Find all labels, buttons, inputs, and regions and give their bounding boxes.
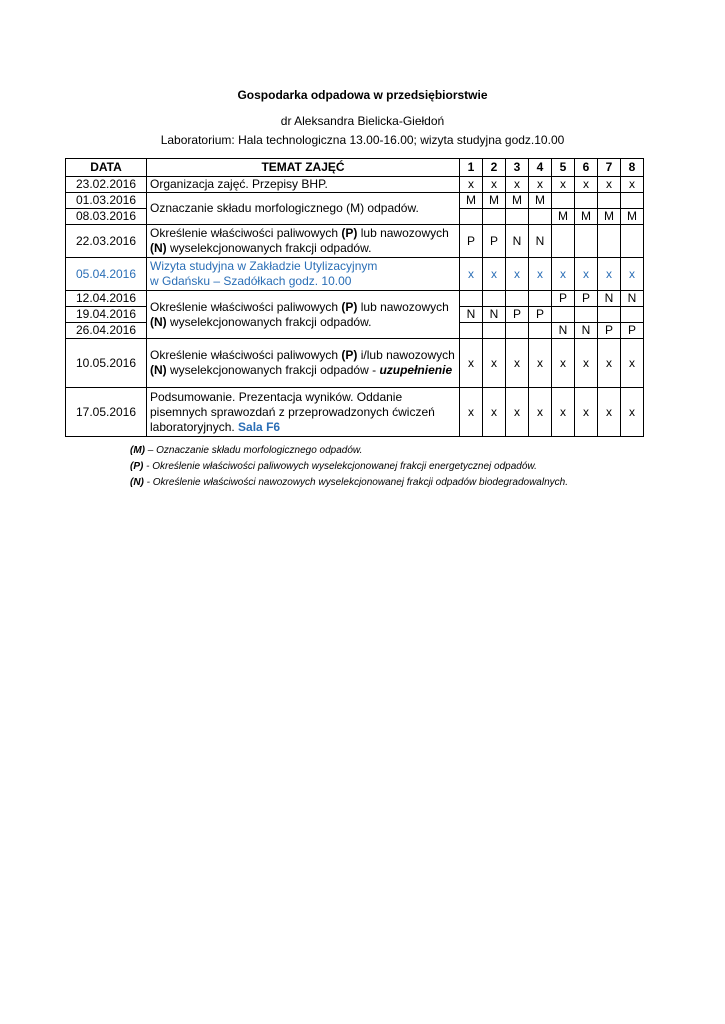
group-cell: x bbox=[621, 388, 644, 437]
group-cell: x bbox=[483, 177, 506, 193]
group-cell: x bbox=[529, 388, 552, 437]
group-cell bbox=[621, 307, 644, 323]
group-cell: P bbox=[460, 225, 483, 258]
topic-cell: Określenie właściwości paliwowych (P) lub nawozowych (N) wyselekcjonowanych frakcji odpadów. bbox=[147, 225, 460, 258]
group-cell: x bbox=[483, 258, 506, 291]
group-cell bbox=[552, 307, 575, 323]
header-date: DATA bbox=[66, 159, 147, 177]
topic-cell: Podsumowanie. Prezentacja wyników. Oddanie pisemnych sprawozdań z przeprowadzonych ćwiczeń laboratoryjnych. Sala F6 bbox=[147, 388, 460, 437]
group-cell: M bbox=[460, 193, 483, 209]
group-cell bbox=[483, 291, 506, 307]
group-cell: M bbox=[598, 209, 621, 225]
group-cell bbox=[483, 209, 506, 225]
group-cell: x bbox=[529, 177, 552, 193]
header-group: 7 bbox=[598, 159, 621, 177]
room-label: Sala F6 bbox=[238, 419, 281, 434]
group-cell: x bbox=[506, 339, 529, 388]
header-group: 1 bbox=[460, 159, 483, 177]
group-cell bbox=[529, 209, 552, 225]
table-row bbox=[66, 177, 644, 193]
lab-info-line: Laboratorium: Hala technologiczna 13.00-16.00; wizyta studyjna godz.10.00 bbox=[160, 133, 565, 147]
group-cell: N bbox=[483, 307, 506, 323]
header-group: 6 bbox=[575, 159, 598, 177]
group-cell: x bbox=[460, 388, 483, 437]
group-cell: x bbox=[506, 388, 529, 437]
group-cell: N bbox=[575, 323, 598, 339]
group-cell bbox=[552, 193, 575, 209]
document-title: Gospodarka odpadowa w przedsiębiorstwie bbox=[237, 88, 488, 102]
table-row bbox=[66, 339, 644, 388]
group-cell bbox=[621, 225, 644, 258]
group-cell: N bbox=[506, 225, 529, 258]
header-group: 2 bbox=[483, 159, 506, 177]
topic-cell: Określenie właściwości paliwowych (P) lub nawozowych (N) wyselekcjonowanych frakcji odpadów. bbox=[147, 291, 460, 339]
header-group: 4 bbox=[529, 159, 552, 177]
group-cell: x bbox=[621, 258, 644, 291]
group-cell: x bbox=[552, 388, 575, 437]
date-cell: 19.04.2016 bbox=[66, 307, 147, 323]
group-cell bbox=[460, 291, 483, 307]
schedule-table bbox=[65, 158, 644, 437]
group-cell: N bbox=[621, 291, 644, 307]
group-cell bbox=[529, 323, 552, 339]
group-cell: x bbox=[575, 258, 598, 291]
date-cell: 26.04.2016 bbox=[66, 323, 147, 339]
date-cell: 05.04.2016 bbox=[66, 258, 147, 291]
date-cell: 23.02.2016 bbox=[66, 177, 147, 193]
group-cell: x bbox=[460, 258, 483, 291]
author-line: dr Aleksandra Bielicka-Giełdoń bbox=[280, 114, 445, 128]
group-cell bbox=[575, 193, 598, 209]
group-cell: x bbox=[575, 177, 598, 193]
group-cell: x bbox=[598, 388, 621, 437]
header-group: 3 bbox=[506, 159, 529, 177]
group-cell: N bbox=[529, 225, 552, 258]
header-topic: TEMAT ZAJĘĆ bbox=[147, 159, 460, 177]
group-cell bbox=[460, 323, 483, 339]
topic-cell: Określenie właściwości paliwowych (P) i/lub nawozowych (N) wyselekcjonowanych frakcji odpadów - uzupełnienie bbox=[147, 339, 460, 388]
group-cell: M bbox=[552, 209, 575, 225]
group-cell: x bbox=[552, 339, 575, 388]
group-cell bbox=[621, 193, 644, 209]
group-cell: N bbox=[598, 291, 621, 307]
group-cell: x bbox=[598, 339, 621, 388]
group-cell bbox=[483, 323, 506, 339]
group-cell: M bbox=[483, 193, 506, 209]
group-cell bbox=[460, 209, 483, 225]
group-cell bbox=[529, 291, 552, 307]
group-cell bbox=[552, 225, 575, 258]
group-cell: x bbox=[621, 339, 644, 388]
group-cell: x bbox=[506, 177, 529, 193]
note-n: (N) - Określenie właściwości nawozowych wyselekcjonowanej frakcji odpadów biodegradowalnych. bbox=[130, 477, 568, 488]
group-cell: P bbox=[621, 323, 644, 339]
note-p: (P) - Określenie właściwości paliwowych wyselekcjonowanej frakcji energetycznej odpadów. bbox=[130, 461, 537, 472]
group-cell: x bbox=[529, 339, 552, 388]
group-cell: x bbox=[529, 258, 552, 291]
table-row-study-visit bbox=[66, 258, 644, 291]
group-cell: x bbox=[483, 339, 506, 388]
group-cell bbox=[506, 323, 529, 339]
date-cell: 01.03.2016 bbox=[66, 193, 147, 209]
group-cell: P bbox=[483, 225, 506, 258]
group-cell: P bbox=[552, 291, 575, 307]
group-cell: x bbox=[483, 388, 506, 437]
group-cell bbox=[598, 225, 621, 258]
date-cell: 10.05.2016 bbox=[66, 339, 147, 388]
group-cell bbox=[506, 209, 529, 225]
table-row bbox=[66, 225, 644, 258]
group-cell: M bbox=[575, 209, 598, 225]
table-row bbox=[66, 193, 644, 209]
topic-cell: Oznaczanie składu morfologicznego (M) odpadów. bbox=[147, 193, 460, 225]
group-cell: x bbox=[552, 177, 575, 193]
topic-cell: Wizyta studyjna w Zakładzie Utylizacyjnym w Gdańsku – Szadółkach godz. 10.00 bbox=[147, 258, 460, 291]
group-cell: x bbox=[506, 258, 529, 291]
note-m: (M) – Oznaczanie składu morfologicznego odpadów. bbox=[130, 445, 363, 456]
group-cell: N bbox=[552, 323, 575, 339]
group-cell bbox=[598, 307, 621, 323]
header-group: 8 bbox=[621, 159, 644, 177]
group-cell: P bbox=[506, 307, 529, 323]
table-header-row bbox=[66, 159, 644, 177]
group-cell: x bbox=[621, 177, 644, 193]
group-cell: x bbox=[460, 177, 483, 193]
topic-cell: Organizacja zajęć. Przepisy BHP. bbox=[147, 177, 460, 193]
group-cell: x bbox=[552, 258, 575, 291]
group-cell: x bbox=[598, 177, 621, 193]
group-cell: M bbox=[529, 193, 552, 209]
group-cell: M bbox=[621, 209, 644, 225]
group-cell: x bbox=[575, 339, 598, 388]
group-cell: P bbox=[529, 307, 552, 323]
date-cell: 22.03.2016 bbox=[66, 225, 147, 258]
group-cell bbox=[575, 307, 598, 323]
group-cell bbox=[598, 193, 621, 209]
group-cell: N bbox=[460, 307, 483, 323]
group-cell bbox=[575, 225, 598, 258]
group-cell: P bbox=[598, 323, 621, 339]
date-cell: 08.03.2016 bbox=[66, 209, 147, 225]
table-row bbox=[66, 291, 644, 307]
header-group: 5 bbox=[552, 159, 575, 177]
group-cell: M bbox=[506, 193, 529, 209]
legend-notes bbox=[130, 443, 568, 491]
group-cell: x bbox=[460, 339, 483, 388]
date-cell: 12.04.2016 bbox=[66, 291, 147, 307]
group-cell: x bbox=[575, 388, 598, 437]
group-cell: P bbox=[575, 291, 598, 307]
date-cell: 17.05.2016 bbox=[66, 388, 147, 437]
group-cell bbox=[506, 291, 529, 307]
table-row bbox=[66, 388, 644, 437]
group-cell: x bbox=[598, 258, 621, 291]
